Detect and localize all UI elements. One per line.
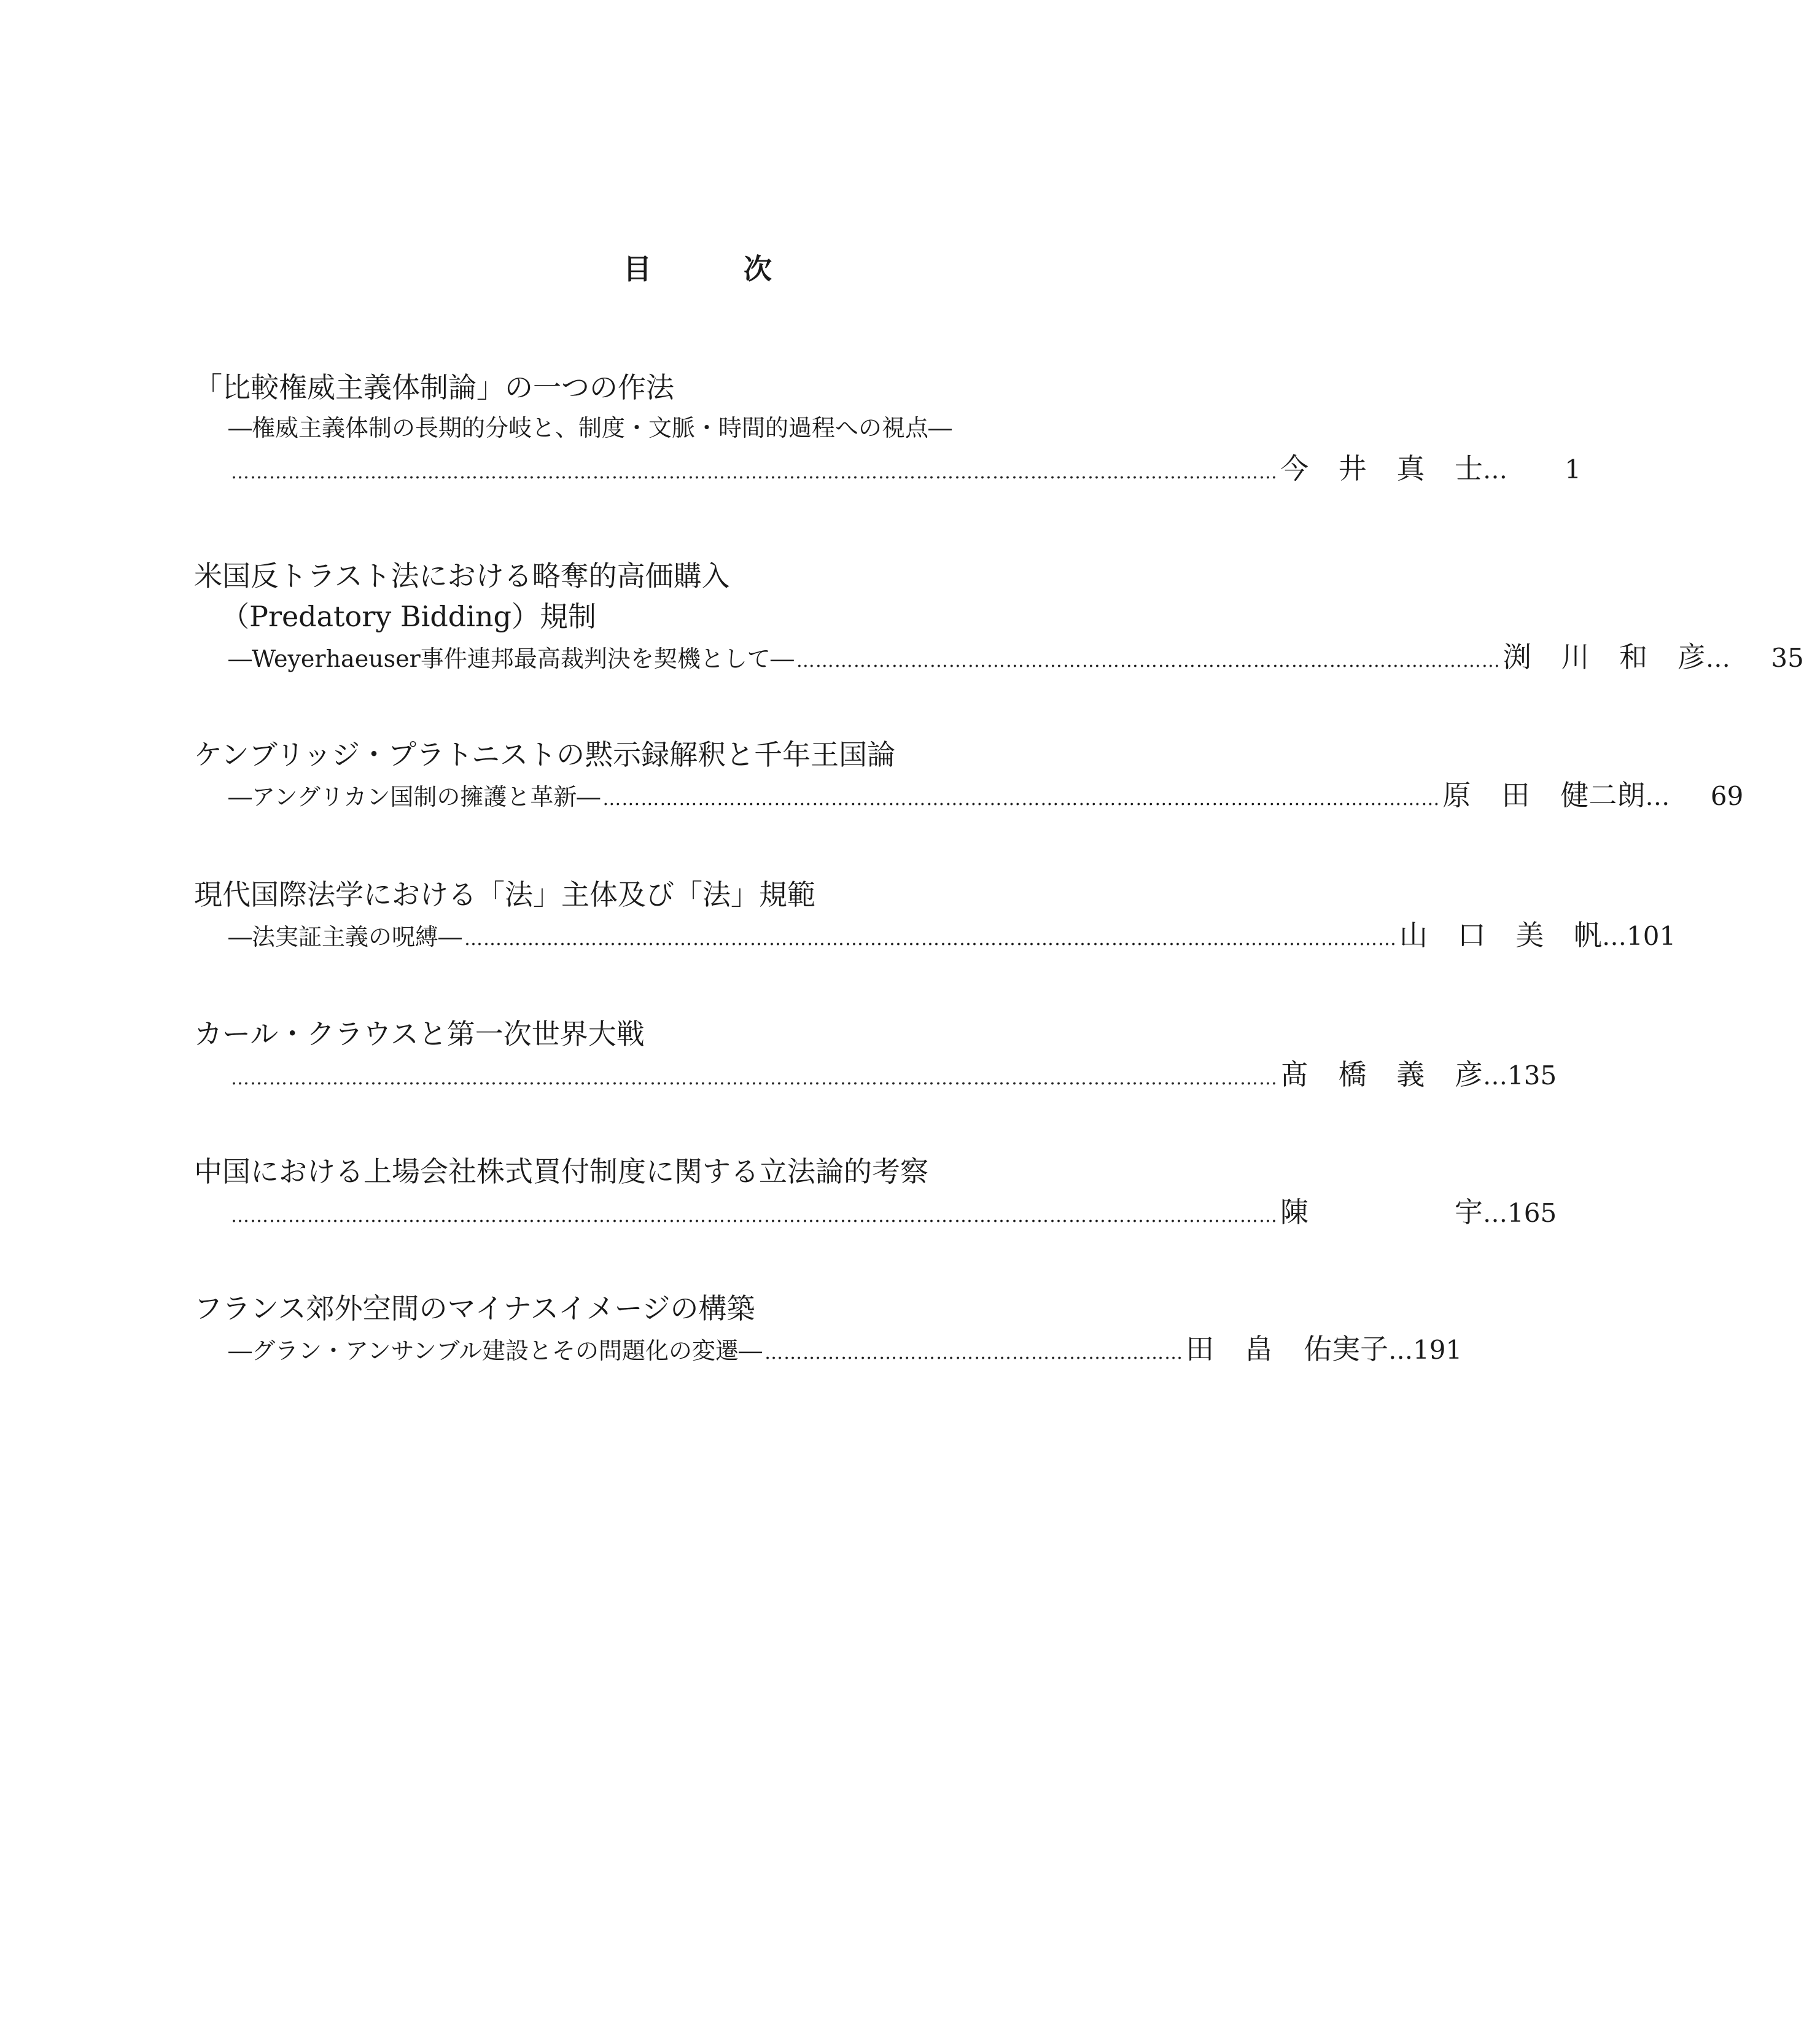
entry-author: 原 田 健二朗 xyxy=(1442,779,1646,812)
entry-subtitle: ―グラン・アンサンブル建設とその問題化の変遷― xyxy=(228,1337,763,1364)
leader-dots: …………………………………………………………………………………………………………………… xyxy=(602,788,1440,810)
toc-heading: 目次 xyxy=(623,252,864,286)
entry-subtitle: ―アングリカン国制の擁護と革新― xyxy=(228,783,601,810)
entry-author-line: ………………………………………………………………………………………………………………………………………………… 今 井 真 士 … 1 xyxy=(194,448,1232,489)
entry-subtitle: ―権威主義体制の長期的分岐と、制度・文脈・時間的過程への視点― xyxy=(228,414,952,441)
entry-title: 米国反トラスト法における略奪的高価購入 xyxy=(194,559,730,593)
entry-title: フランス郊外空間のマイナスイメージの構築 xyxy=(194,1292,755,1325)
toc-entry xyxy=(194,1288,1463,1369)
toc-entry xyxy=(194,1151,1557,1232)
leader-dots: ………………………………………………………… xyxy=(764,1342,1184,1364)
entry-subtitle: ―法実証主義の呪縛― xyxy=(228,923,462,950)
entry-author-line: ………………………………………………………………………………………………………………………………………………… 陳 宇 … 165 xyxy=(194,1192,1232,1232)
entry-author: 髙 橋 義 彦 xyxy=(1280,1058,1483,1091)
toc-entry xyxy=(194,367,1581,489)
entry-author-line: ―アングリカン国制の擁護と革新― …………………………………………………………………………………………………………………… 原 田 健二朗 … 69 xyxy=(194,775,1232,815)
entry-page-number: 1 xyxy=(1565,454,1581,484)
leader-dots: ………………………………………………………………………………………………… xyxy=(796,650,1501,672)
entry-author-line: ………………………………………………………………………………………………………………………………………………… 髙 橋 義 彦 … 135 xyxy=(194,1054,1232,1095)
toc-entry xyxy=(194,1014,1557,1095)
entry-author: 今 井 真 士 xyxy=(1280,452,1483,485)
leader-dots: ………………………………………………………………………………………………………………………………………………… xyxy=(231,1205,1278,1227)
leader-dots: ………………………………………………………………………………………………………………………………………………… xyxy=(231,1068,1278,1089)
entry-page-number: 135 xyxy=(1507,1060,1557,1090)
leader-dots: ………………………………………………………………………………………………………………………………… xyxy=(464,928,1398,950)
entry-author: 渕 川 和 彦 xyxy=(1503,640,1706,674)
entry-title: 現代国際法学における「法」主体及び「法」規範 xyxy=(194,878,815,911)
entry-author-line: ―グラン・アンサンブル建設とその問題化の変遷― ………………………………………………………… 田 畠 佑実子 … 191 xyxy=(194,1329,1232,1369)
leader-dots: ………………………………………………………………………………………………………………………………………………… xyxy=(231,462,1278,483)
entry-title: 中国における上場会社株式買付制度に関する立法論的考察 xyxy=(194,1155,928,1188)
entry-subtitle: ―Weyerhaeuser事件連邦最高裁判決を契機として― xyxy=(228,645,794,672)
entry-author-line: ―法実証主義の呪縛― ………………………………………………………………………………………………………………………………… 山 口 美 帆 … 101 xyxy=(194,915,1232,955)
toc-entry xyxy=(194,556,1804,677)
entry-page-number: 69 xyxy=(1710,781,1744,811)
entry-page-number: 165 xyxy=(1507,1198,1557,1228)
entry-author: 陳 宇 xyxy=(1280,1195,1483,1229)
entry-author-line: ―Weyerhaeuser事件連邦最高裁判決を契機として― ………………………………………………………………………………………………… 渕 川 和 彦 … 35 xyxy=(194,637,1232,677)
toc-entry xyxy=(194,874,1676,955)
entry-title: カール・クラウスと第一次世界大戦 xyxy=(194,1017,645,1051)
entry-title: ケンブリッジ・プラトニストの黙示録解釈と千年王国論 xyxy=(194,738,896,771)
entry-title-continued: （Predatory Bidding）規制 xyxy=(221,600,597,633)
toc-entry xyxy=(194,734,1744,815)
entry-title: 「比較権威主義体制論」の一つの作法 xyxy=(194,371,674,404)
entry-page-number: 191 xyxy=(1413,1335,1463,1365)
entry-author: 山 口 美 帆 xyxy=(1399,919,1602,952)
entry-page-number: 101 xyxy=(1627,921,1676,951)
entry-page-number: 35 xyxy=(1771,643,1804,673)
entry-author: 田 畠 佑実子 xyxy=(1186,1332,1389,1366)
